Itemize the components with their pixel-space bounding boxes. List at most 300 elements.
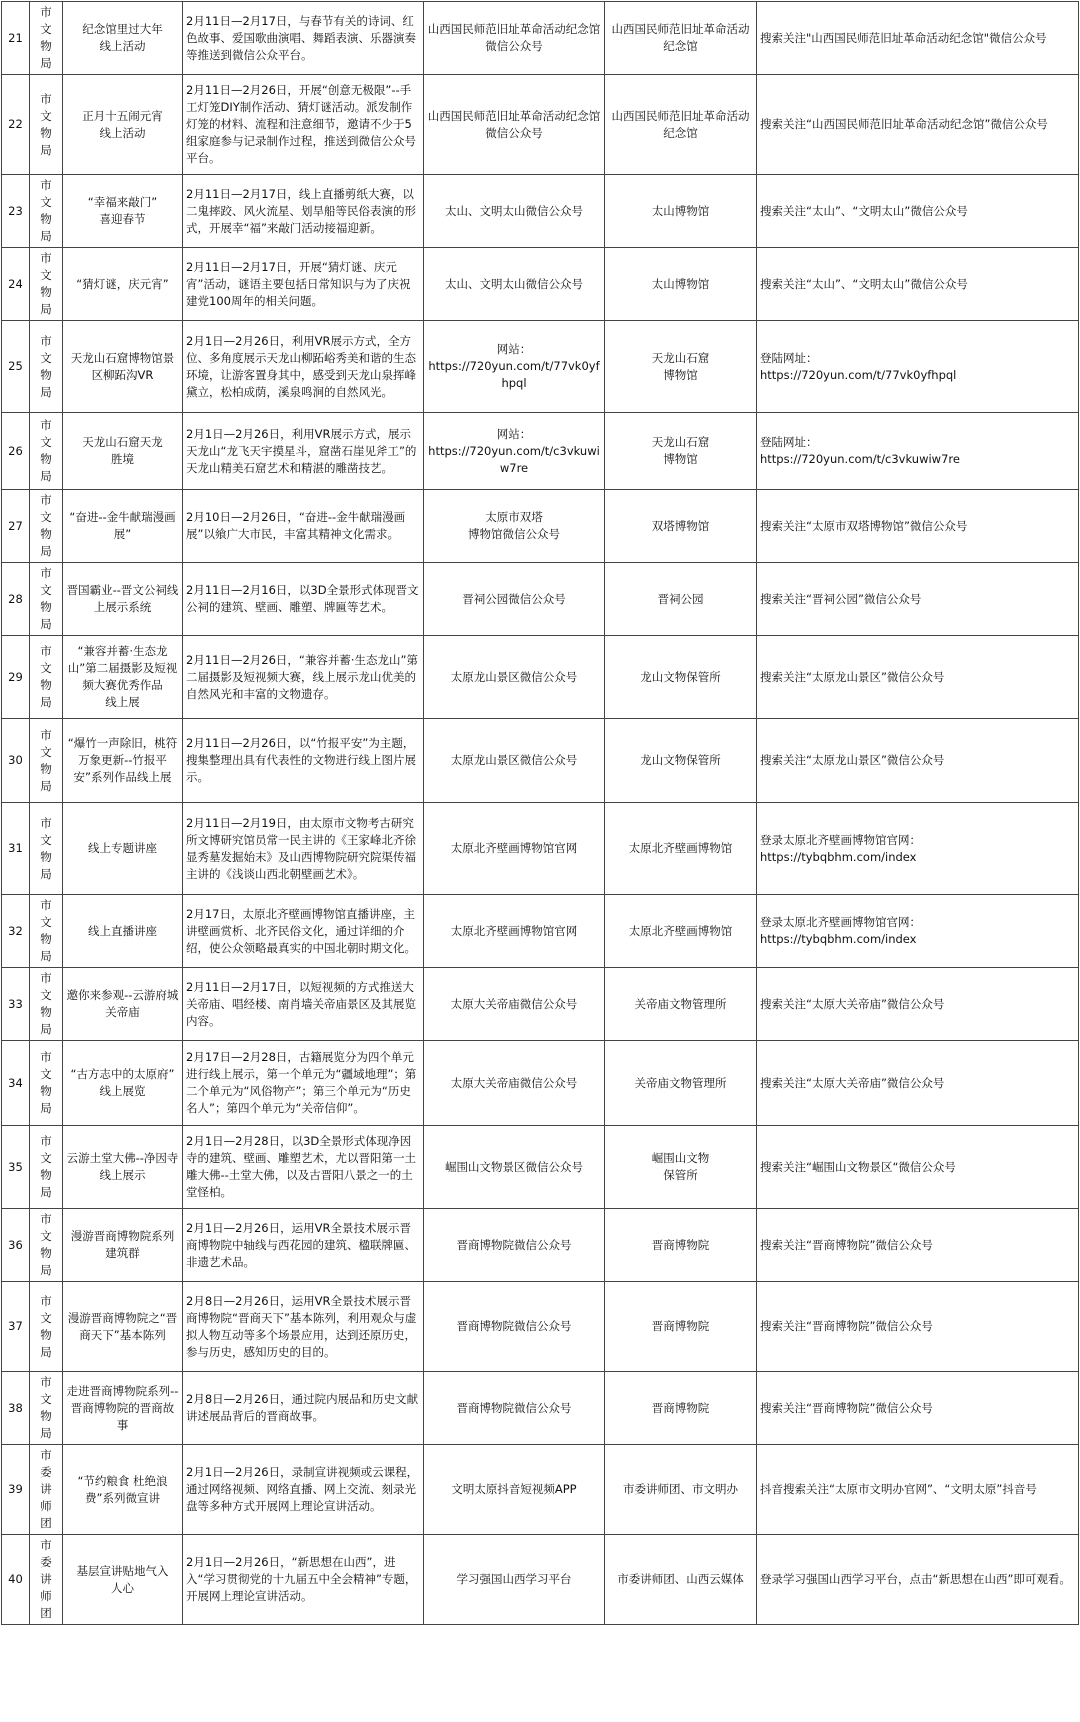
host-organization-cell bbox=[605, 490, 757, 563]
organizer-unit-cell bbox=[30, 1445, 63, 1535]
organizer-unit: 市文物局 bbox=[40, 815, 52, 881]
platform: 晋商博物院微信公众号 bbox=[456, 1400, 572, 1415]
table-row bbox=[2, 1372, 1079, 1445]
activity-name-cell bbox=[63, 321, 183, 413]
host-organization: 山西国民师范旧址革命活动 纪念馆 bbox=[611, 108, 750, 140]
organizer-unit: 市文物局 bbox=[40, 644, 52, 709]
row-number: 27 bbox=[8, 518, 23, 533]
organizer-unit: 市文物局 bbox=[40, 727, 52, 793]
platform-cell bbox=[424, 2, 605, 75]
organizer-unit: 市文物局 bbox=[40, 251, 52, 316]
platform-cell bbox=[424, 248, 605, 321]
activity-description-cell bbox=[183, 1126, 424, 1209]
activity-name: 邀你来参观--云游府城关帝庙 bbox=[66, 988, 179, 1019]
organizer-unit: 市文物局 bbox=[40, 1375, 52, 1440]
organizer-unit: 市文物局 bbox=[40, 1293, 52, 1359]
activity-name: “猜灯谜，庆元宵” bbox=[76, 276, 169, 291]
organizer-unit: 市文物局 bbox=[40, 971, 52, 1036]
activity-name-cell bbox=[63, 1209, 183, 1282]
organizer-unit: 市文物局 bbox=[40, 91, 52, 157]
row-number: 24 bbox=[8, 276, 23, 291]
activity-name-cell bbox=[63, 75, 183, 175]
access-method: 登录太原北齐壁画博物馆官网： https://tybqbhm.com/index bbox=[760, 915, 921, 946]
organizer-unit: 市委讲师团 bbox=[40, 1448, 52, 1530]
platform-cell bbox=[424, 1445, 605, 1535]
table-row bbox=[2, 719, 1079, 803]
table-row bbox=[2, 1126, 1079, 1209]
activity-description: 2月11日—2月26日，以“竹报平安”为主题，搜集整理出具有代表性的文物进行线上图片展示。 bbox=[186, 736, 416, 784]
host-organization-cell bbox=[605, 2, 757, 75]
row-number-cell bbox=[2, 968, 30, 1041]
table-row bbox=[2, 1445, 1079, 1535]
organizer-unit-cell bbox=[30, 321, 63, 413]
organizer-unit: 市文物局 bbox=[40, 178, 52, 243]
activity-name-cell bbox=[63, 803, 183, 895]
row-number: 40 bbox=[8, 1572, 23, 1586]
host-organization-cell bbox=[605, 75, 757, 175]
organizer-unit-cell bbox=[30, 636, 63, 719]
activity-description-cell bbox=[183, 75, 424, 175]
host-organization-cell bbox=[605, 719, 757, 803]
organizer-unit-cell bbox=[30, 1126, 63, 1209]
platform-cell bbox=[424, 895, 605, 968]
organizer-unit-cell bbox=[30, 248, 63, 321]
activity-name-cell bbox=[63, 490, 183, 563]
platform: 太原北齐壁画博物馆官网 bbox=[450, 841, 578, 855]
organizer-unit-cell bbox=[30, 175, 63, 248]
activity-name-cell bbox=[63, 968, 183, 1041]
access-method: 搜索关注“晋商博物院”微信公众号 bbox=[760, 1400, 933, 1415]
activity-description: 2月11日—2月17日，与春节有关的诗词、红色故事、爱国歌曲演唱、舞蹈表演、乐器演奏等推送到微信公众平台。 bbox=[186, 13, 416, 62]
table-row bbox=[2, 2, 1079, 75]
activity-name-cell bbox=[63, 719, 183, 803]
activity-description: 2月8日—2月26日，运用VR全景技术展示晋商博物院“晋商天下”基本陈列，利用观众与虚拟人物互动等多个场景应用，达到还原历史，参与历史，感知历史的目的。 bbox=[186, 1293, 417, 1359]
activity-name: “奋进--金牛献瑞漫画展” bbox=[69, 510, 176, 541]
host-organization: 晋商博物院 bbox=[651, 1400, 710, 1415]
access-method-cell bbox=[757, 413, 1079, 490]
row-number-cell bbox=[2, 1041, 30, 1126]
activity-description: 2月10日—2月26日，“奋进--金牛献瑞漫画展”以飨广大市民，丰富其精神文化需求。 bbox=[186, 510, 406, 541]
activity-name: “幸福来敲门” 喜迎春节 bbox=[87, 195, 158, 226]
platform: 太原龙山景区微信公众号 bbox=[450, 669, 578, 684]
row-number-cell bbox=[2, 895, 30, 968]
platform: 晋祠公园微信公众号 bbox=[462, 591, 566, 606]
activity-description: 2月11日—2月26日，“兼容并蓄·生态龙山”第二届摄影及短视频大赛，线上展示龙山优美的自然风光和丰富的文物遗存。 bbox=[186, 652, 418, 701]
row-number-cell bbox=[2, 1282, 30, 1372]
access-method-cell bbox=[757, 636, 1079, 719]
organizer-unit-cell bbox=[30, 968, 63, 1041]
platform: 文明太原抖音短视频APP bbox=[451, 1482, 577, 1496]
access-method: 登陆网址： https://720yun.com/t/c3vkuwiw7re bbox=[760, 435, 960, 466]
row-number-cell bbox=[2, 75, 30, 175]
row-number: 30 bbox=[8, 753, 23, 767]
organizer-unit: 市文物局 bbox=[40, 1050, 52, 1115]
table-row bbox=[2, 563, 1079, 636]
access-method-cell bbox=[757, 1372, 1079, 1445]
platform: 网站： https://720yun.com/t/c3vkuwiw7re bbox=[428, 426, 600, 475]
platform-cell bbox=[424, 490, 605, 563]
row-number-cell bbox=[2, 1535, 30, 1625]
access-method: 抖音搜索关注“太原市文明办官网”、“文明太原”抖音号 bbox=[760, 1482, 1037, 1496]
activity-name: 晋国霸业--晋文公祠线上展示系统 bbox=[66, 583, 179, 614]
activity-description: 2月11日—2月17日，开展“猜灯谜、庆元宵”活动，谜语主要包括日常知识与为了庆祝建党100周年的相关问题。 bbox=[186, 259, 411, 308]
row-number-cell bbox=[2, 175, 30, 248]
row-number: 21 bbox=[8, 30, 23, 45]
access-method-cell bbox=[757, 321, 1079, 413]
access-method: 搜索关注“晋祠公园”微信公众号 bbox=[760, 591, 922, 606]
access-method-cell bbox=[757, 968, 1079, 1041]
activity-description-cell bbox=[183, 490, 424, 563]
platform-cell bbox=[424, 1535, 605, 1625]
platform: 太原大关帝庙微信公众号 bbox=[450, 996, 578, 1011]
host-organization-cell bbox=[605, 1126, 757, 1209]
activity-name: 正月十五闹元宵 线上活动 bbox=[82, 108, 163, 140]
activity-name: 线上专题讲座 bbox=[88, 841, 157, 855]
activity-name: 漫游晋商博物院之“晋商天下”基本陈列 bbox=[67, 1310, 178, 1342]
activity-name: 云游土堂大佛--净因寺线上展示 bbox=[66, 1151, 179, 1182]
activity-description: 2月1日—2月26日，录制宣讲视频或云课程，通过网络视频、网络直播、网上交流、刻录光盘等多种方式开展网上理论宣讲活动。 bbox=[186, 1465, 419, 1513]
row-number: 33 bbox=[8, 996, 23, 1011]
activity-description: 2月1日—2月26日，利用VR展示方式，全方位、多角度展示天龙山柳跖峪秀美和谐的生态环境，让游客置身其中，感受到天龙山泉挥峰黛立，松柏成荫，溪泉鸣涧的自然风光。 bbox=[186, 333, 416, 399]
access-method-cell bbox=[757, 1209, 1079, 1282]
table-row bbox=[2, 321, 1079, 413]
activity-description-cell bbox=[183, 413, 424, 490]
activity-name-cell bbox=[63, 248, 183, 321]
activity-description: 2月17日—2月28日，古籍展览分为四个单元进行线上展示，第一个单元为“疆域地理”；第二个单元为“风俗物产”；第三个单元为“历史名人”；第四个单元为“关帝信仰”。 bbox=[186, 1050, 417, 1115]
organizer-unit-cell bbox=[30, 2, 63, 75]
activity-description-cell bbox=[183, 1535, 424, 1625]
activity-name-cell bbox=[63, 1282, 183, 1372]
row-number: 32 bbox=[8, 923, 23, 938]
row-number: 38 bbox=[8, 1400, 23, 1415]
row-number-cell bbox=[2, 803, 30, 895]
activity-name-cell bbox=[63, 636, 183, 719]
platform-cell bbox=[424, 968, 605, 1041]
platform-cell bbox=[424, 563, 605, 636]
platform: 太山、文明太山微信公众号 bbox=[445, 276, 583, 291]
row-number: 29 bbox=[8, 669, 23, 684]
organizer-unit: 市文物局 bbox=[40, 418, 52, 483]
activity-description-cell bbox=[183, 248, 424, 321]
access-method: 搜索关注“太原大关帝庙”微信公众号 bbox=[760, 1075, 945, 1090]
activity-description-cell bbox=[183, 563, 424, 636]
row-number-cell bbox=[2, 413, 30, 490]
table-body bbox=[2, 2, 1079, 1625]
activity-description-cell bbox=[183, 1445, 424, 1535]
activity-description: 2月1日—2月26日，运用VR全景技术展示晋商博物院中轴线与西花园的建筑、楹联牌匾、非遗艺术品。 bbox=[186, 1220, 416, 1269]
row-number-cell bbox=[2, 248, 30, 321]
host-organization-cell bbox=[605, 636, 757, 719]
host-organization: 太原北齐壁画博物馆 bbox=[628, 841, 733, 855]
organizer-unit: 市文物局 bbox=[40, 5, 52, 70]
activity-description: 2月1日—2月28日，以3D全景形式体现净因寺的建筑、壁画、雕塑艺术，尤以晋阳第一土雕大佛--土堂大佛，以及古晋阳八景之一的土堂怪柏。 bbox=[186, 1134, 416, 1199]
host-organization: 晋商博物院 bbox=[651, 1237, 710, 1252]
activity-description-cell bbox=[183, 175, 424, 248]
activity-name: 漫游晋商博物院系列建筑群 bbox=[70, 1229, 175, 1260]
activity-name: 线上直播讲座 bbox=[88, 923, 157, 938]
platform-cell bbox=[424, 1126, 605, 1209]
organizer-unit: 市文物局 bbox=[40, 493, 52, 558]
organizer-unit-cell bbox=[30, 1041, 63, 1126]
organizer-unit-cell bbox=[30, 1372, 63, 1445]
row-number-cell bbox=[2, 2, 30, 75]
activity-name: “古方志中的太原府” 线上展览 bbox=[70, 1067, 175, 1098]
organizer-unit: 市文物局 bbox=[40, 1212, 52, 1277]
access-method: 登录学习强国山西学习平台，点击“新思想在山西”即可观看。 bbox=[760, 1572, 1071, 1586]
host-organization: 晋祠公园 bbox=[657, 591, 704, 606]
table-row bbox=[2, 248, 1079, 321]
activity-description: 2月1日—2月26日，“新思想在山西”，进入“学习贯彻党的十九届五中全会精神”专题，开展网上理论宣讲活动。 bbox=[186, 1555, 417, 1603]
organizer-unit: 市文物局 bbox=[40, 333, 52, 399]
row-number: 22 bbox=[8, 117, 23, 131]
host-organization: 市委讲师团、市文明办 bbox=[623, 1482, 738, 1496]
platform: 晋商博物院微信公众号 bbox=[456, 1237, 572, 1252]
row-number-cell bbox=[2, 563, 30, 636]
access-method-cell bbox=[757, 1041, 1079, 1126]
organizer-unit-cell bbox=[30, 1282, 63, 1372]
host-organization: 天龙山石窟 博物馆 bbox=[651, 435, 710, 466]
platform: 晋商博物院微信公众号 bbox=[456, 1319, 572, 1333]
row-number: 23 bbox=[8, 203, 23, 218]
organizer-unit-cell bbox=[30, 1209, 63, 1282]
platform: 太原北齐壁画博物馆官网 bbox=[450, 923, 578, 938]
table-row bbox=[2, 1209, 1079, 1282]
organizer-unit-cell bbox=[30, 413, 63, 490]
organizer-unit-cell bbox=[30, 719, 63, 803]
platform-cell bbox=[424, 321, 605, 413]
access-method: 搜索关注“太原大关帝庙”微信公众号 bbox=[760, 996, 945, 1011]
access-method: 搜索关注“太原市双塔博物馆”微信公众号 bbox=[760, 518, 968, 533]
host-organization-cell bbox=[605, 1209, 757, 1282]
organizer-unit: 市文物局 bbox=[40, 1134, 52, 1199]
row-number: 31 bbox=[8, 841, 23, 855]
activity-description: 2月1日—2月26日，利用VR展示方式，展示天龙山“龙飞天宇摸星斗，窟凿石崖见斧工”的天龙山精美石窟艺术和精湛的雕凿技艺。 bbox=[186, 426, 417, 475]
host-organization: 太原北齐壁画博物馆 bbox=[628, 923, 733, 938]
organizer-unit-cell bbox=[30, 895, 63, 968]
access-method: 搜索关注"山西国民师范旧址革命活动纪念馆"微信公众号 bbox=[760, 30, 1047, 45]
host-organization: 关帝庙文物管理所 bbox=[634, 996, 727, 1011]
row-number-cell bbox=[2, 490, 30, 563]
access-method: 搜索关注“太山”、“文明太山”微信公众号 bbox=[760, 276, 968, 291]
access-method-cell bbox=[757, 803, 1079, 895]
organizer-unit-cell bbox=[30, 563, 63, 636]
row-number: 26 bbox=[8, 443, 23, 458]
activity-name-cell bbox=[63, 1445, 183, 1535]
host-organization: 龙山文物保管所 bbox=[640, 753, 721, 767]
access-method-cell bbox=[757, 563, 1079, 636]
platform: 学习强国山西学习平台 bbox=[456, 1572, 572, 1586]
activity-description-cell bbox=[183, 1372, 424, 1445]
activity-name-cell bbox=[63, 1041, 183, 1126]
activity-description-cell bbox=[183, 1282, 424, 1372]
platform-cell bbox=[424, 1041, 605, 1126]
access-method: 登录太原北齐壁画博物馆官网： https://tybqbhm.com/index bbox=[760, 832, 921, 864]
activity-description: 2月11日—2月26日，开展“创意无极限”--手工灯笼DIY制作活动、猜灯谜活动。派发制作灯笼的材料、流程和注意细节，邀请不少于5组家庭参与记录制作过程，推送到微信公众号平台。 bbox=[186, 83, 416, 165]
activity-description: 2月11日—2月19日，由太原市文物考古研究所文博研究馆员常一民主讲的《王家峰北齐徐显秀墓发掘始末》及山西博物院研究院渠传福主讲的《浅谈山西北朝壁画艺术》。 bbox=[186, 815, 416, 881]
activity-name: 纪念馆里过大年 线上活动 bbox=[82, 22, 163, 53]
organizer-unit-cell bbox=[30, 490, 63, 563]
host-organization-cell bbox=[605, 895, 757, 968]
host-organization-cell bbox=[605, 1535, 757, 1625]
host-organization-cell bbox=[605, 1445, 757, 1535]
table-row bbox=[2, 413, 1079, 490]
host-organization-cell bbox=[605, 175, 757, 248]
table-row bbox=[2, 968, 1079, 1041]
activity-name-cell bbox=[63, 1535, 183, 1625]
activity-description-cell bbox=[183, 968, 424, 1041]
row-number: 35 bbox=[8, 1159, 23, 1174]
platform: 太原市双塔 博物馆微信公众号 bbox=[468, 510, 560, 541]
activity-table bbox=[1, 1, 1079, 1625]
row-number: 39 bbox=[8, 1482, 23, 1496]
table-row bbox=[2, 636, 1079, 719]
activity-name: “爆竹一声除旧，桃符万象更新--竹报平安”系列作品线上展 bbox=[67, 736, 178, 784]
access-method-cell bbox=[757, 248, 1079, 321]
access-method-cell bbox=[757, 175, 1079, 248]
row-number-cell bbox=[2, 1372, 30, 1445]
organizer-unit-cell bbox=[30, 803, 63, 895]
organizer-unit: 市文物局 bbox=[40, 898, 52, 963]
organizer-unit-cell bbox=[30, 75, 63, 175]
platform-cell bbox=[424, 636, 605, 719]
table-row bbox=[2, 895, 1079, 968]
platform-cell bbox=[424, 175, 605, 248]
host-organization-cell bbox=[605, 321, 757, 413]
activity-description: 2月17日，太原北齐壁画博物馆直播讲座，主讲壁画赏析、北齐民俗文化，通过详细的介绍，使公众领略最真实的中国北朝时期文化。 bbox=[186, 906, 416, 955]
platform-cell bbox=[424, 413, 605, 490]
access-method-cell bbox=[757, 1535, 1079, 1625]
host-organization: 双塔博物馆 bbox=[651, 518, 710, 533]
activity-description: 2月11日—2月17日，线上直播剪纸大赛，以二鬼摔跤、风火流星、划旱船等民俗表演的形式，开展幸“福”来敲门活动接福迎新。 bbox=[186, 186, 416, 235]
row-number: 37 bbox=[8, 1319, 23, 1333]
host-organization: 太山博物馆 bbox=[651, 276, 710, 291]
platform: 山西国民师范旧址革命活动纪念馆微信公众号 bbox=[427, 22, 601, 53]
access-method-cell bbox=[757, 719, 1079, 803]
access-method: 搜索关注“晋商博物院”微信公众号 bbox=[760, 1237, 933, 1252]
activity-description-cell bbox=[183, 1041, 424, 1126]
activity-name-cell bbox=[63, 1372, 183, 1445]
activity-description: 2月11日—2月16日，以3D全景形式体现晋文公祠的建筑、壁画、雕塑、牌匾等艺术。 bbox=[186, 583, 419, 614]
row-number-cell bbox=[2, 321, 30, 413]
host-organization: 天龙山石窟 博物馆 bbox=[651, 350, 710, 382]
access-method: 搜索关注“晋商博物院”微信公众号 bbox=[760, 1319, 933, 1333]
platform: 山西国民师范旧址革命活动纪念馆微信公众号 bbox=[427, 108, 601, 140]
platform-cell bbox=[424, 719, 605, 803]
host-organization-cell bbox=[605, 1282, 757, 1372]
row-number-cell bbox=[2, 719, 30, 803]
host-organization-cell bbox=[605, 803, 757, 895]
host-organization: 山西国民师范旧址革命活动 纪念馆 bbox=[611, 22, 750, 53]
platform: 崛围山文物景区微信公众号 bbox=[445, 1159, 583, 1174]
platform: 网站： https://720yun.com/t/77vk0yfhpql bbox=[428, 342, 600, 390]
access-method-cell bbox=[757, 490, 1079, 563]
activity-name-cell bbox=[63, 895, 183, 968]
host-organization-cell bbox=[605, 563, 757, 636]
activity-description-cell bbox=[183, 803, 424, 895]
host-organization: 市委讲师团、山西云媒体 bbox=[617, 1572, 744, 1586]
host-organization: 关帝庙文物管理所 bbox=[634, 1075, 727, 1090]
access-method: 登陆网址： https://720yun.com/t/77vk0yfhpql bbox=[760, 350, 957, 382]
activity-name-cell bbox=[63, 175, 183, 248]
table-row bbox=[2, 1535, 1079, 1625]
row-number-cell bbox=[2, 1209, 30, 1282]
table-row bbox=[2, 803, 1079, 895]
organizer-unit-cell bbox=[30, 1535, 63, 1625]
host-organization-cell bbox=[605, 1372, 757, 1445]
platform-cell bbox=[424, 803, 605, 895]
row-number-cell bbox=[2, 1445, 30, 1535]
organizer-unit: 市委讲师团 bbox=[40, 1538, 52, 1620]
access-method-cell bbox=[757, 1445, 1079, 1535]
host-organization-cell bbox=[605, 248, 757, 321]
table-row bbox=[2, 175, 1079, 248]
platform-cell bbox=[424, 1209, 605, 1282]
activity-description-cell bbox=[183, 895, 424, 968]
activity-name-cell bbox=[63, 563, 183, 636]
activity-name-cell bbox=[63, 413, 183, 490]
access-method-cell bbox=[757, 75, 1079, 175]
table-row bbox=[2, 490, 1079, 563]
organizer-unit: 市文物局 bbox=[40, 566, 52, 631]
access-method-cell bbox=[757, 895, 1079, 968]
access-method: 搜索关注“崛围山文物景区“微信公众号 bbox=[760, 1159, 956, 1174]
host-organization-cell bbox=[605, 968, 757, 1041]
activity-description-cell bbox=[183, 636, 424, 719]
row-number: 34 bbox=[8, 1075, 23, 1090]
host-organization: 晋商博物院 bbox=[651, 1319, 710, 1333]
access-method: 搜索关注“太原龙山景区”微信公众号 bbox=[760, 753, 945, 767]
row-number-cell bbox=[2, 636, 30, 719]
table-row bbox=[2, 75, 1079, 175]
activity-description-cell bbox=[183, 1209, 424, 1282]
host-organization-cell bbox=[605, 1041, 757, 1126]
activity-name: 天龙山石窟博物馆景区柳跖沟VR bbox=[70, 350, 175, 382]
activity-name: “兼容并蓄·生态龙山”第二届摄影及短视频大赛优秀作品 线上展 bbox=[67, 644, 178, 709]
platform-cell bbox=[424, 75, 605, 175]
activity-name: “节约粮食 杜绝浪费”系列微宣讲 bbox=[77, 1473, 168, 1505]
row-number-cell bbox=[2, 1126, 30, 1209]
access-method-cell bbox=[757, 1282, 1079, 1372]
activity-name: 基层宣讲贴地气入 人心 bbox=[76, 1563, 169, 1595]
platform: 太原龙山景区微信公众号 bbox=[450, 753, 578, 767]
access-method: 搜索关注“太原龙山景区”微信公众号 bbox=[760, 669, 945, 684]
platform-cell bbox=[424, 1282, 605, 1372]
host-organization-cell bbox=[605, 413, 757, 490]
host-organization: 太山博物馆 bbox=[651, 203, 710, 218]
activity-name: 走进晋商博物院系列--晋商博物院的晋商故事 bbox=[66, 1383, 179, 1432]
activity-name: 天龙山石窟天龙 胜境 bbox=[82, 435, 163, 466]
activity-description-cell bbox=[183, 321, 424, 413]
activity-description: 2月8日—2月26日，通过院内展品和历史文献讲述展品背后的晋商故事。 bbox=[186, 1392, 419, 1423]
row-number: 36 bbox=[8, 1237, 23, 1252]
row-number: 25 bbox=[8, 359, 23, 373]
access-method-cell bbox=[757, 2, 1079, 75]
platform: 太原大关帝庙微信公众号 bbox=[450, 1075, 578, 1090]
access-method: 搜索关注“山西国民师范旧址革命活动纪念馆”微信公众号 bbox=[760, 117, 1048, 131]
access-method-cell bbox=[757, 1126, 1079, 1209]
table-row bbox=[2, 1282, 1079, 1372]
host-organization: 龙山文物保管所 bbox=[640, 669, 721, 684]
activity-description-cell bbox=[183, 719, 424, 803]
table-row bbox=[2, 1041, 1079, 1126]
activity-name-cell bbox=[63, 1126, 183, 1209]
platform: 太山、文明太山微信公众号 bbox=[445, 203, 583, 218]
access-method: 搜索关注“太山”、“文明太山”微信公众号 bbox=[760, 203, 968, 218]
activity-name-cell bbox=[63, 2, 183, 75]
activity-description-cell bbox=[183, 2, 424, 75]
activity-description: 2月11日—2月17日，以短视频的方式推送大关帝庙、唱经楼、南肖墙关帝庙景区及其展览内容。 bbox=[186, 979, 416, 1028]
row-number: 28 bbox=[8, 591, 23, 606]
